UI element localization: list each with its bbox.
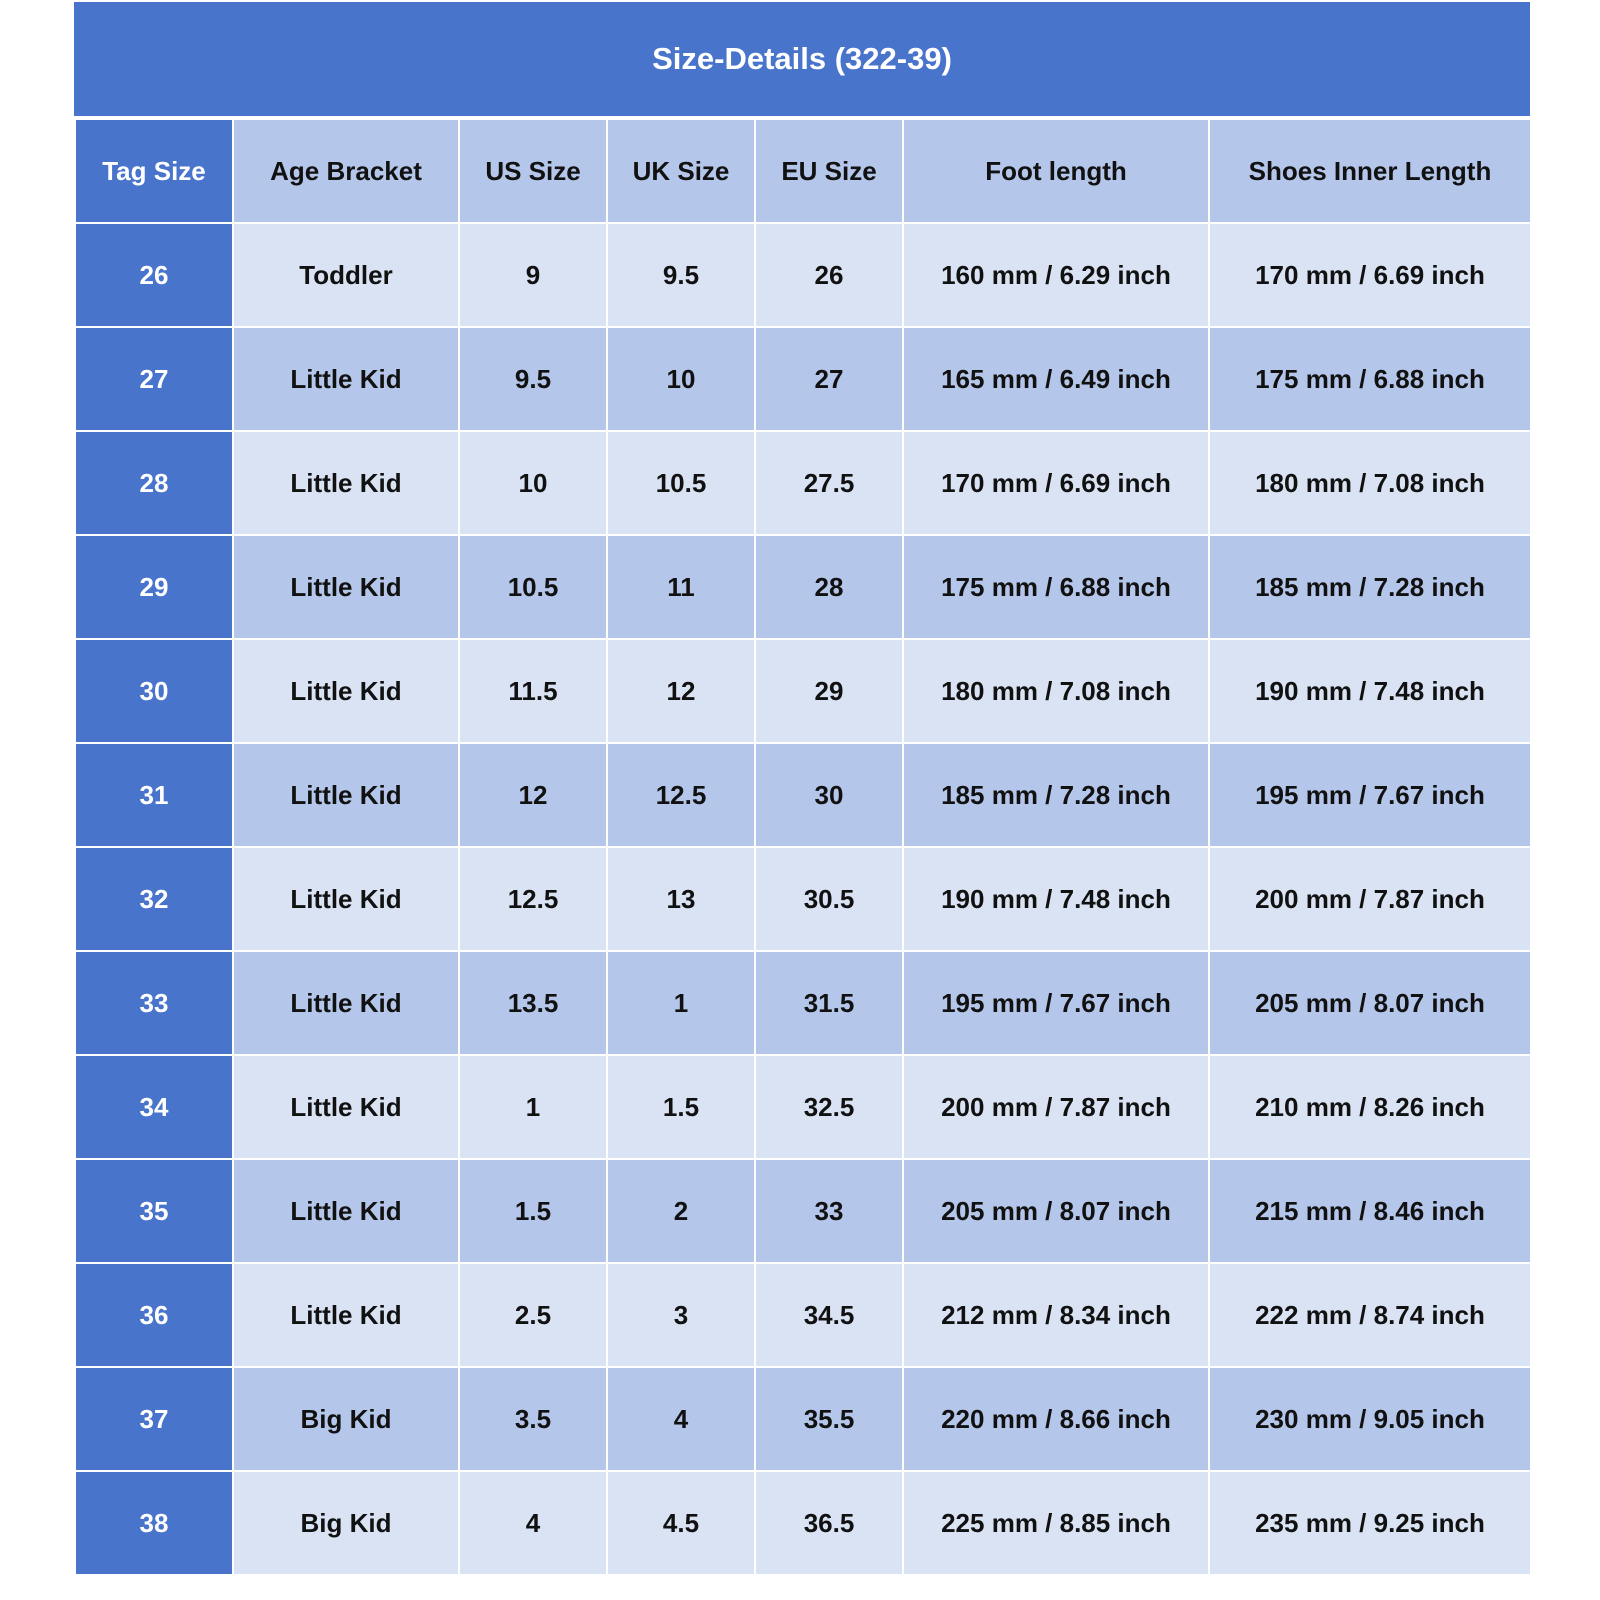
- cell-inner-length: 185 mm / 7.28 inch: [1209, 535, 1531, 639]
- cell-foot-length: 195 mm / 7.67 inch: [903, 951, 1209, 1055]
- cell-age-bracket: Little Kid: [233, 743, 459, 847]
- cell-age-bracket: Toddler: [233, 223, 459, 327]
- column-header-inner-length: Shoes Inner Length: [1209, 119, 1531, 223]
- cell-inner-length: 222 mm / 8.74 inch: [1209, 1263, 1531, 1367]
- cell-eu-size: 27: [755, 327, 903, 431]
- cell-tag-size: 38: [75, 1471, 233, 1575]
- cell-foot-length: 180 mm / 7.08 inch: [903, 639, 1209, 743]
- cell-age-bracket: Little Kid: [233, 1055, 459, 1159]
- cell-age-bracket: Little Kid: [233, 535, 459, 639]
- cell-eu-size: 30.5: [755, 847, 903, 951]
- cell-us-size: 9: [459, 223, 607, 327]
- cell-foot-length: 212 mm / 8.34 inch: [903, 1263, 1209, 1367]
- table-row: [75, 535, 1531, 639]
- cell-inner-length: 190 mm / 7.48 inch: [1209, 639, 1531, 743]
- cell-us-size: 1: [459, 1055, 607, 1159]
- cell-age-bracket: Little Kid: [233, 327, 459, 431]
- cell-inner-length: 215 mm / 8.46 inch: [1209, 1159, 1531, 1263]
- column-header-us-size: US Size: [459, 119, 607, 223]
- cell-inner-length: 195 mm / 7.67 inch: [1209, 743, 1531, 847]
- cell-us-size: 12.5: [459, 847, 607, 951]
- column-header-eu-size: EU Size: [755, 119, 903, 223]
- cell-uk-size: 10: [607, 327, 755, 431]
- cell-foot-length: 200 mm / 7.87 inch: [903, 1055, 1209, 1159]
- cell-eu-size: 32.5: [755, 1055, 903, 1159]
- cell-uk-size: 1.5: [607, 1055, 755, 1159]
- cell-tag-size: 29: [75, 535, 233, 639]
- cell-tag-size: 27: [75, 327, 233, 431]
- cell-age-bracket: Big Kid: [233, 1367, 459, 1471]
- cell-us-size: 11.5: [459, 639, 607, 743]
- cell-age-bracket: Big Kid: [233, 1471, 459, 1575]
- cell-eu-size: 35.5: [755, 1367, 903, 1471]
- cell-uk-size: 1: [607, 951, 755, 1055]
- cell-uk-size: 9.5: [607, 223, 755, 327]
- cell-age-bracket: Little Kid: [233, 639, 459, 743]
- cell-eu-size: 29: [755, 639, 903, 743]
- cell-us-size: 2.5: [459, 1263, 607, 1367]
- cell-us-size: 12: [459, 743, 607, 847]
- cell-tag-size: 34: [75, 1055, 233, 1159]
- cell-eu-size: 30: [755, 743, 903, 847]
- cell-uk-size: 11: [607, 535, 755, 639]
- table-row: [75, 327, 1531, 431]
- cell-tag-size: 30: [75, 639, 233, 743]
- cell-inner-length: 170 mm / 6.69 inch: [1209, 223, 1531, 327]
- cell-tag-size: 35: [75, 1159, 233, 1263]
- table-row: [75, 847, 1531, 951]
- table-row: [75, 1367, 1531, 1471]
- cell-tag-size: 31: [75, 743, 233, 847]
- cell-inner-length: 230 mm / 9.05 inch: [1209, 1367, 1531, 1471]
- chart-title: Size-Details (322-39): [74, 2, 1530, 118]
- cell-us-size: 4: [459, 1471, 607, 1575]
- column-header-uk-size: UK Size: [607, 119, 755, 223]
- cell-inner-length: 205 mm / 8.07 inch: [1209, 951, 1531, 1055]
- cell-inner-length: 210 mm / 8.26 inch: [1209, 1055, 1531, 1159]
- header-row: [75, 119, 1531, 223]
- cell-us-size: 13.5: [459, 951, 607, 1055]
- table-row: [75, 1159, 1531, 1263]
- cell-foot-length: 165 mm / 6.49 inch: [903, 327, 1209, 431]
- table-row: [75, 743, 1531, 847]
- cell-tag-size: 37: [75, 1367, 233, 1471]
- size-table: [74, 118, 1532, 1576]
- cell-eu-size: 33: [755, 1159, 903, 1263]
- cell-us-size: 10.5: [459, 535, 607, 639]
- table-row: [75, 223, 1531, 327]
- column-header-tag-size: Tag Size: [75, 119, 233, 223]
- cell-foot-length: 160 mm / 6.29 inch: [903, 223, 1209, 327]
- column-header-age-bracket: Age Bracket: [233, 119, 459, 223]
- cell-tag-size: 26: [75, 223, 233, 327]
- cell-foot-length: 175 mm / 6.88 inch: [903, 535, 1209, 639]
- cell-uk-size: 12.5: [607, 743, 755, 847]
- cell-uk-size: 4.5: [607, 1471, 755, 1575]
- cell-age-bracket: Little Kid: [233, 951, 459, 1055]
- cell-us-size: 9.5: [459, 327, 607, 431]
- cell-foot-length: 225 mm / 8.85 inch: [903, 1471, 1209, 1575]
- cell-us-size: 10: [459, 431, 607, 535]
- cell-us-size: 3.5: [459, 1367, 607, 1471]
- cell-inner-length: 200 mm / 7.87 inch: [1209, 847, 1531, 951]
- table-row: [75, 1055, 1531, 1159]
- cell-uk-size: 3: [607, 1263, 755, 1367]
- cell-foot-length: 205 mm / 8.07 inch: [903, 1159, 1209, 1263]
- cell-tag-size: 32: [75, 847, 233, 951]
- cell-age-bracket: Little Kid: [233, 431, 459, 535]
- table-row: [75, 639, 1531, 743]
- cell-uk-size: 10.5: [607, 431, 755, 535]
- cell-eu-size: 26: [755, 223, 903, 327]
- size-chart: [74, 2, 1530, 1576]
- cell-inner-length: 180 mm / 7.08 inch: [1209, 431, 1531, 535]
- column-header-foot-length: Foot length: [903, 119, 1209, 223]
- cell-foot-length: 220 mm / 8.66 inch: [903, 1367, 1209, 1471]
- cell-tag-size: 36: [75, 1263, 233, 1367]
- table-row: [75, 431, 1531, 535]
- table-row: [75, 1471, 1531, 1575]
- cell-eu-size: 34.5: [755, 1263, 903, 1367]
- cell-uk-size: 4: [607, 1367, 755, 1471]
- cell-foot-length: 170 mm / 6.69 inch: [903, 431, 1209, 535]
- cell-uk-size: 13: [607, 847, 755, 951]
- cell-eu-size: 36.5: [755, 1471, 903, 1575]
- cell-uk-size: 2: [607, 1159, 755, 1263]
- cell-eu-size: 31.5: [755, 951, 903, 1055]
- cell-foot-length: 190 mm / 7.48 inch: [903, 847, 1209, 951]
- cell-age-bracket: Little Kid: [233, 1263, 459, 1367]
- cell-eu-size: 27.5: [755, 431, 903, 535]
- cell-age-bracket: Little Kid: [233, 1159, 459, 1263]
- cell-age-bracket: Little Kid: [233, 847, 459, 951]
- cell-inner-length: 175 mm / 6.88 inch: [1209, 327, 1531, 431]
- table-body: [75, 223, 1531, 1575]
- table-row: [75, 1263, 1531, 1367]
- cell-eu-size: 28: [755, 535, 903, 639]
- cell-tag-size: 33: [75, 951, 233, 1055]
- cell-inner-length: 235 mm / 9.25 inch: [1209, 1471, 1531, 1575]
- cell-tag-size: 28: [75, 431, 233, 535]
- table-row: [75, 951, 1531, 1055]
- cell-us-size: 1.5: [459, 1159, 607, 1263]
- cell-foot-length: 185 mm / 7.28 inch: [903, 743, 1209, 847]
- cell-uk-size: 12: [607, 639, 755, 743]
